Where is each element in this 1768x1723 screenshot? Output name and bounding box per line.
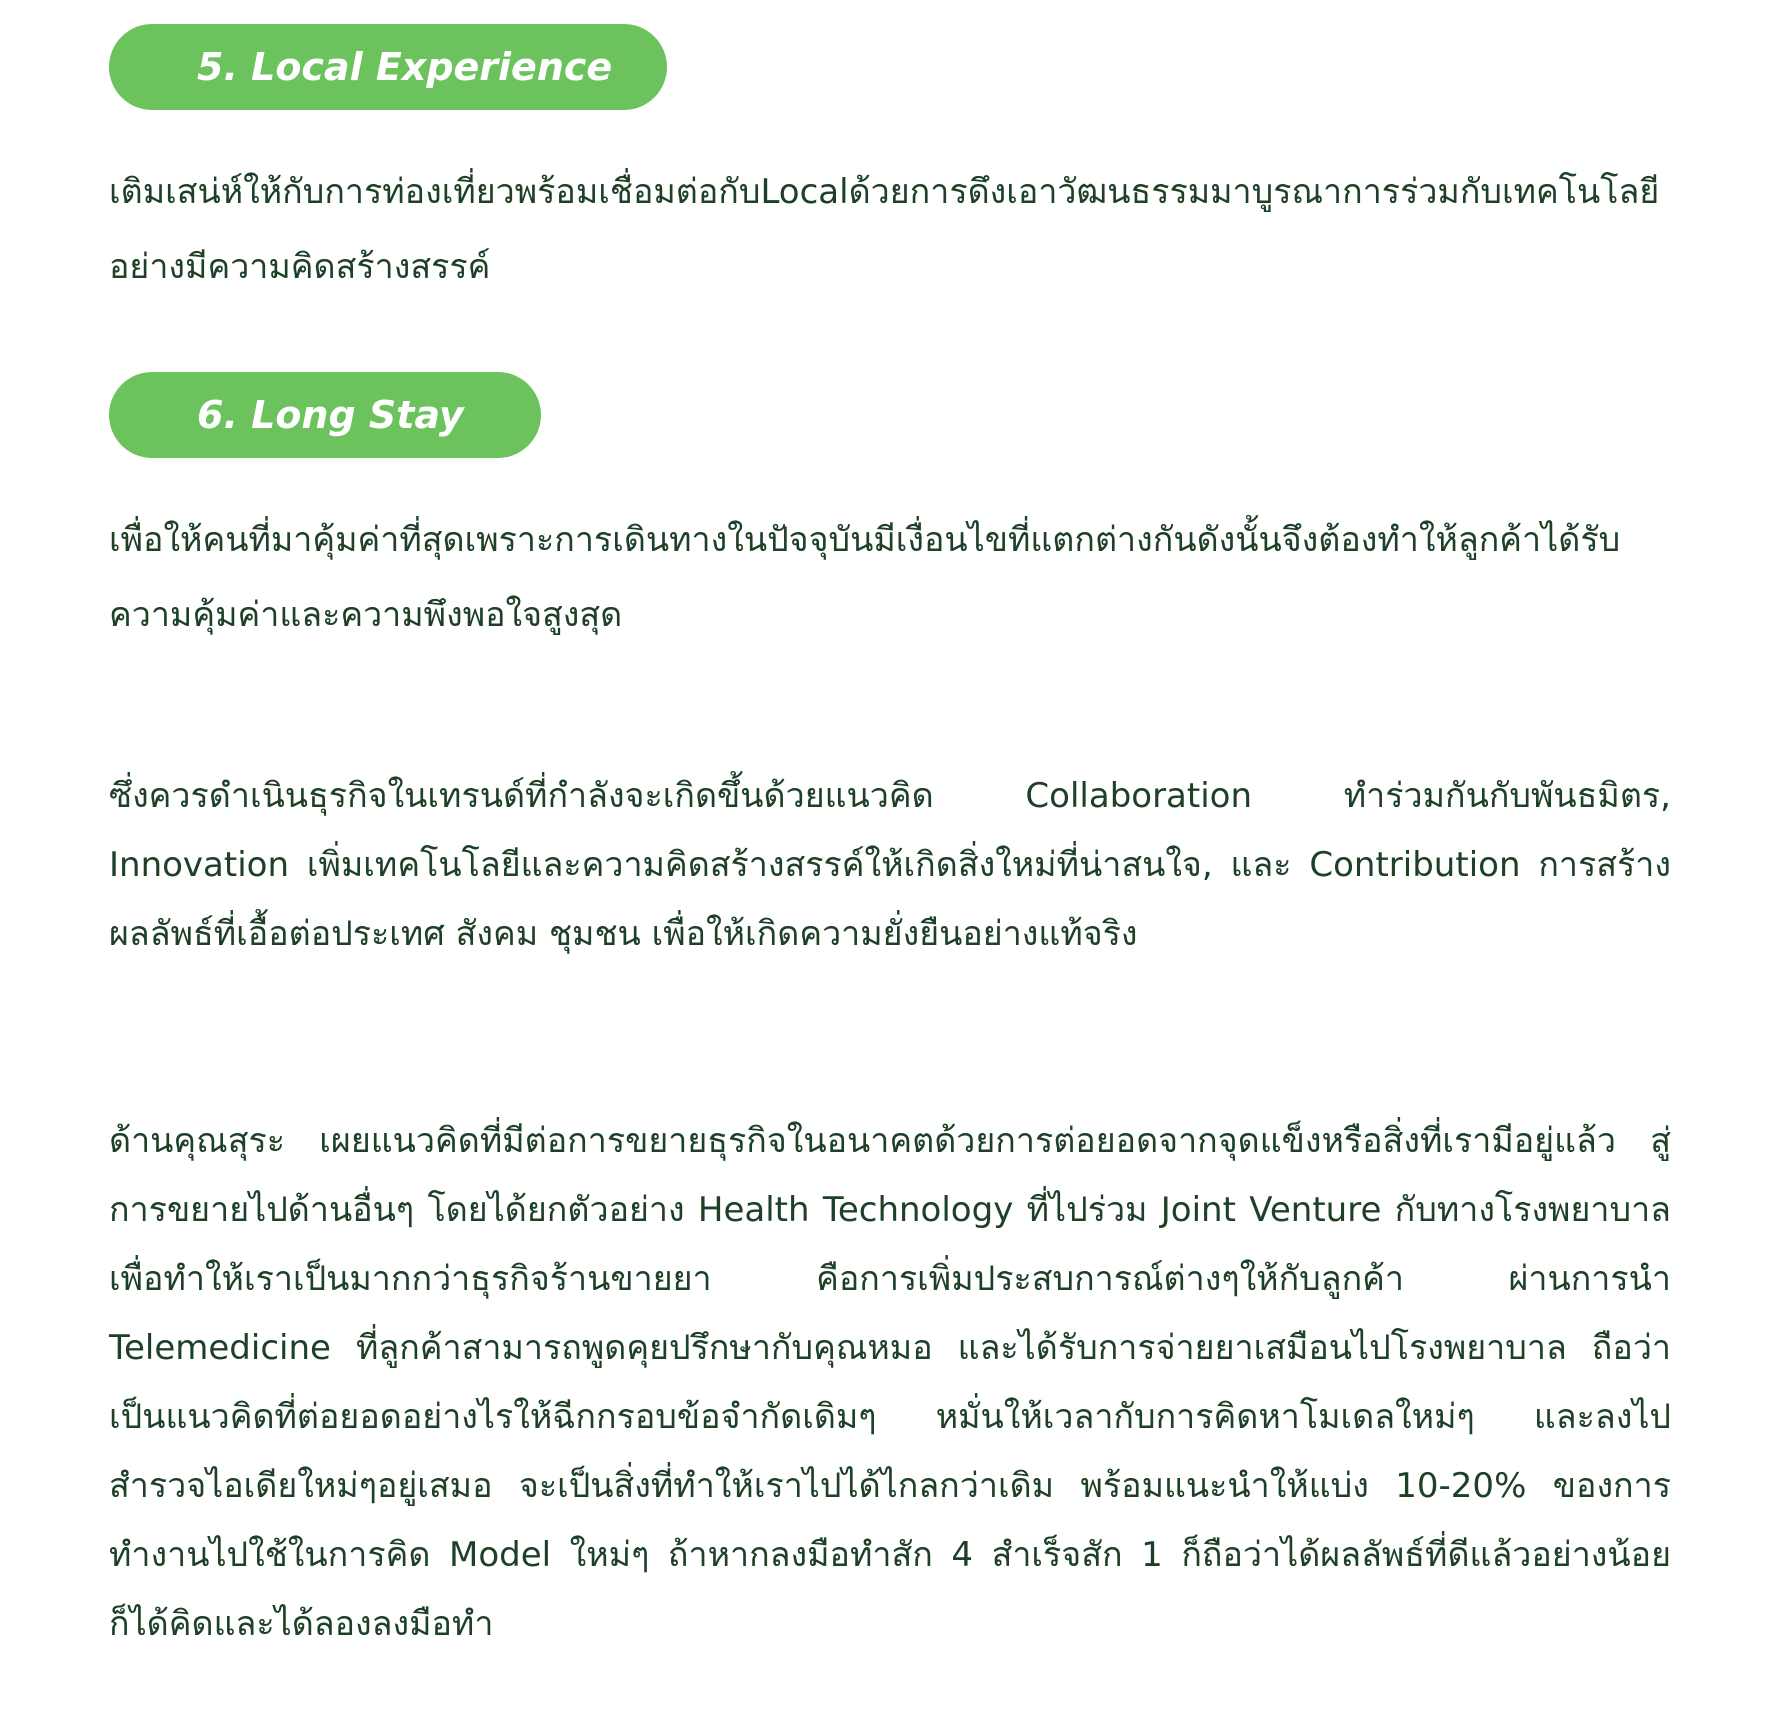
business-trend-paragraph: ซึ่งควรดำเนินธุรกิจในเทรนด์ที่กำลังจะเกิดขึ้นด้วยแนวคิด Collaboration ทำร่วมกันกับพันธมิตร, Innovation เพิ่มเทคโนโลยีและความคิดสร้างสรรค์ให้เกิดสิ่งใหม่ที่น่าสนใจ, และ Contribution การสร้างผลลัพธ์ที่เอื้อต่อประเทศ สังคม ชุมชน เพื่อให้เกิดความยั่งยืนอย่างแท้จริง bbox=[109, 776, 1671, 954]
khun-sura-paragraph: ด้านคุณสุระ เผยแนวคิดที่มีต่อการขยายธุรกิจในอนาคตด้วยการต่อยอดจากจุดแข็งหรือสิ่งที่เรามีอยู่แล้ว สู่การขยายไปด้านอื่นๆ โดยได้ยกตัวอย่าง Health Technology ที่ไปร่วม Joint Venture กับทางโรงพยาบาล เพื่อทำให้เราเป็นมากกว่าธุรกิจร้านขายยา คือการเพิ่มประสบการณ์ต่างๆให้กับลูกค้า ผ่านการนำ Telemedicine ที่ลูกค้าสามารถพูดคุยปรึกษากับคุณหมอ และได้รับการจ่ายยาเสมือนไปโรงพยาบาล ถือว่าเป็นแนวคิดที่ต่อยอดอย่างไรให้ฉีกกรอบข้อจำกัดเดิมๆ หมั่นให้เวลากับการคิดหาโมเดลใหม่ๆ และลงไปสำรวจไอเดียใหม่ๆอยู่เสมอ จะเป็นสิ่งที่ทำให้เราไปได้ไกลกว่าเดิม พร้อมแนะนำให้แบ่ง 10-20% ของการทำงานไปใช้ในการคิด Model ใหม่ๆ ถ้าหากลงมือทำสัก 4 สำเร็จสัก 1 ก็ถือว่าได้ผลลัพธ์ที่ดีแล้วอย่างน้อยก็ได้คิดและได้ลองลงมือทำ bbox=[109, 1121, 1671, 1644]
section-heading-local-experience: 5. Local Experience bbox=[109, 24, 667, 110]
section-heading-long-stay: 6. Long Stay bbox=[109, 372, 541, 458]
local-experience-description: เติมเสน่ห์ให้กับการท่องเที่ยวพร้อมเชื่อมต่อกับLocalด้วยการดึงเอาวัฒนธรรมมาบูรณาการร่วมกับเทคโนโลยีอย่างมีความคิดสร้างสรรค์ bbox=[109, 172, 1660, 287]
long-stay-description: เพื่อให้คนที่มาคุ้มค่าที่สุดเพราะการเดินทางในปัจจุบันมีเงื่อนไขที่แตกต่างกันดังนั้นจึงต้องทำให้ลูกค้าได้รับความคุ้มค่าและความพึงพอใจสูงสุด bbox=[109, 520, 1621, 635]
